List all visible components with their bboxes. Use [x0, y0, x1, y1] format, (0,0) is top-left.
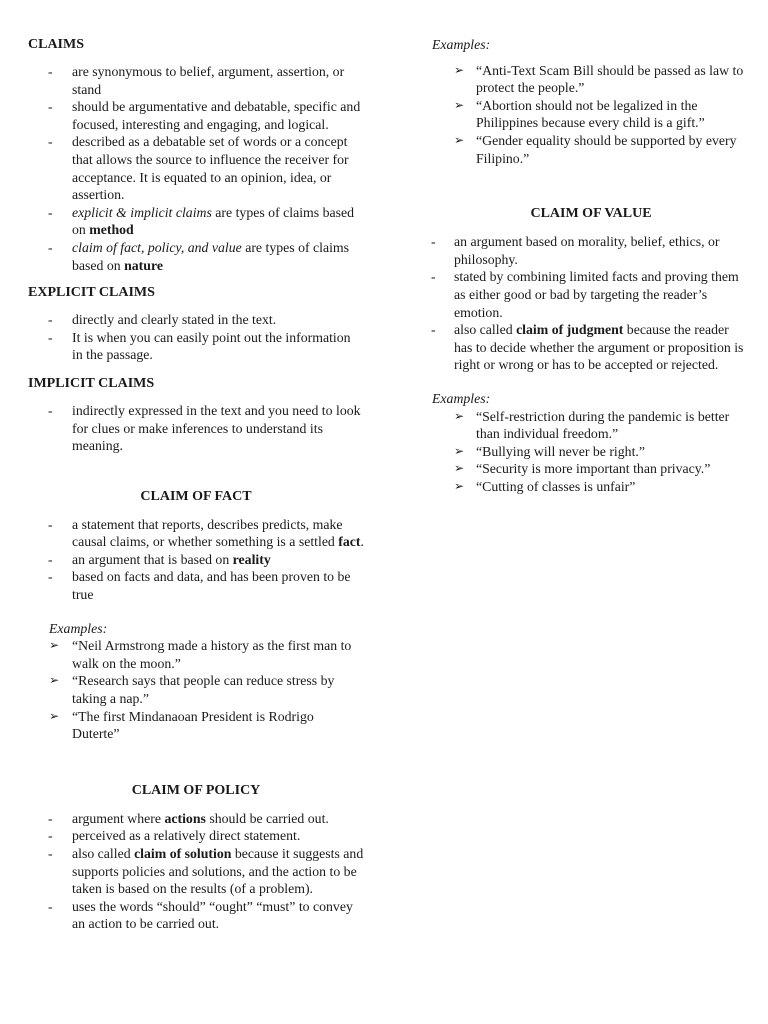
text-run: It is when you can easily point out the information in the passage. [72, 329, 351, 363]
implicit-claims-heading: IMPLICIT CLAIMS [28, 375, 155, 391]
list-item [28, 516, 364, 551]
example-text: “The first Mindanaoan President is Rodrigo Duterte” [72, 708, 314, 742]
text-run: stated by combining limited facts and proving them as either good or bad by targeting the reader’s emotion. [454, 269, 739, 320]
example-text: “Gender equality should be supported by every Filipino.” [476, 132, 737, 166]
claim-of-policy-heading: CLAIM OF POLICY [131, 782, 261, 798]
examples-list [432, 408, 750, 496]
claim-of-policy-examples [432, 36, 750, 167]
examples-label: Examples: [49, 620, 108, 636]
text-run: are types of claims based on [72, 204, 354, 238]
text-run: claim of solution [134, 846, 232, 861]
list-item [432, 321, 750, 374]
arrow-bullet-icon: ➢ [454, 461, 465, 476]
examples-label: Examples: [432, 390, 491, 406]
example-item [28, 672, 364, 707]
example-text: “Bullying will never be right.” [476, 443, 645, 459]
list-item [28, 329, 364, 364]
list-item [28, 98, 364, 133]
text-run: because the reader has to decide whether the argument or proposition is right or wrong or has to be accepted or rejected. [454, 322, 744, 373]
example-item [432, 408, 750, 443]
example-text: “Research says that people can reduce stress by taking a nap.” [72, 673, 335, 707]
text-run: uses the words “should” “ought” “must” to convey an action to be carried out. [72, 898, 353, 932]
text-run: based on facts and data, and has been proven to be true [72, 569, 351, 603]
claim-of-policy-section [28, 782, 364, 933]
arrow-bullet-icon: ➢ [454, 132, 465, 147]
claim-of-value-list [432, 233, 750, 374]
list-item [28, 551, 364, 569]
text-run: should be carried out. [205, 810, 329, 826]
list-item [432, 233, 750, 268]
text-run: are types of claims based on [72, 239, 350, 273]
arrow-bullet-icon: ➢ [49, 638, 60, 653]
list-item [28, 810, 364, 828]
examples-list [28, 637, 364, 743]
claim-of-value-section [432, 205, 750, 495]
text-run: described as a debatable set of words or a concept that allows the source to influence the receiver for acceptance. It is equated to an opinion, idea, or assertion. [72, 134, 349, 203]
examples-list [432, 62, 750, 168]
list-item [28, 845, 364, 898]
list-item [28, 63, 364, 98]
arrow-bullet-icon: ➢ [49, 708, 60, 723]
claim-of-fact-examples [28, 620, 364, 743]
text-run: also called [72, 846, 135, 861]
example-item [432, 460, 750, 478]
text-run: claim of judgment [516, 322, 624, 338]
text-run: fact [338, 534, 361, 550]
explicit-claims-section [28, 284, 364, 364]
claims-list [28, 63, 364, 274]
text-run: an argument that is based on [72, 551, 233, 567]
implicit-claims-section [28, 375, 364, 455]
example-text: “Security is more important than privacy.” [476, 461, 711, 477]
explicit-claims-list [28, 311, 364, 364]
implicit-claims-list [28, 402, 364, 455]
text-run: directly and clearly stated in the text. [72, 312, 277, 328]
list-item [28, 239, 364, 274]
claim-of-value-examples [432, 390, 750, 496]
text-run: claim of fact, policy, and value [72, 239, 242, 255]
arrow-bullet-icon: ➢ [454, 408, 465, 423]
text-run: indirectly expressed in the text and you need to look for clues or make inferences to understand its meaning. [72, 402, 361, 454]
example-text: “Anti-Text Scam Bill should be passed as law to protect the people.” [476, 62, 744, 96]
list-item [28, 568, 364, 603]
claims-section [28, 36, 364, 274]
left-column [28, 36, 364, 943]
example-item [432, 132, 750, 167]
text-run: are synonymous to belief, argument, assertion, or stand [72, 64, 345, 97]
claim-of-fact-list [28, 516, 364, 604]
example-item [28, 708, 364, 743]
list-item [28, 827, 364, 845]
examples-label: Examples: [432, 37, 491, 52]
claim-of-policy-list [28, 810, 364, 933]
arrow-bullet-icon: ➢ [454, 443, 465, 458]
list-item [28, 204, 364, 239]
text-run: actions [164, 810, 206, 826]
example-item [432, 97, 750, 132]
list-item [28, 133, 364, 203]
claim-of-fact-heading: CLAIM OF FACT [140, 488, 252, 504]
example-item [432, 478, 750, 496]
text-run: reality [232, 551, 271, 567]
claim-of-value-heading: CLAIM OF VALUE [530, 206, 652, 222]
arrow-bullet-icon: ➢ [454, 478, 465, 493]
arrow-bullet-icon: ➢ [454, 97, 465, 112]
example-item [432, 443, 750, 461]
text-run: also called [454, 322, 517, 338]
text-run: should be argumentative and debatable, specific and focused, interesting and engaging, and logical. [72, 99, 361, 132]
text-run: explicit & implicit claims [72, 204, 212, 220]
text-run: because it suggests and supports policies and solutions, and the action to be taken is based on the results (of a problem). [72, 846, 364, 897]
text-run: nature [124, 257, 163, 273]
right-column [432, 36, 750, 499]
text-run: an argument based on morality, belief, ethics, or philosophy. [454, 234, 720, 267]
explicit-claims-heading: EXPLICIT CLAIMS [28, 285, 155, 301]
list-item [28, 311, 364, 329]
arrow-bullet-icon: ➢ [454, 62, 465, 77]
text-run: . [360, 534, 364, 550]
list-item [28, 898, 364, 933]
claim-of-fact-section [28, 488, 364, 743]
example-text: “Abortion should not be legalized in the Philippines because every child is a gift.” [476, 97, 705, 131]
text-run: perceived as a relatively direct statement. [72, 828, 301, 844]
text-run: a statement that reports, describes predicts, make causal claims, or whether something is a settled [72, 516, 343, 550]
text-run: argument where [72, 810, 165, 826]
arrow-bullet-icon: ➢ [49, 673, 60, 688]
example-text: “Self-restriction during the pandemic is better than individual freedom.” [476, 408, 730, 442]
list-item [28, 402, 364, 455]
example-item [432, 62, 750, 97]
claims-heading: CLAIMS [28, 37, 85, 52]
example-text: “Neil Armstrong made a history as the first man to walk on the moon.” [72, 638, 352, 671]
example-item [28, 637, 364, 672]
text-run: method [89, 222, 134, 238]
example-text: “Cutting of classes is unfair” [476, 478, 636, 494]
list-item [432, 268, 750, 321]
